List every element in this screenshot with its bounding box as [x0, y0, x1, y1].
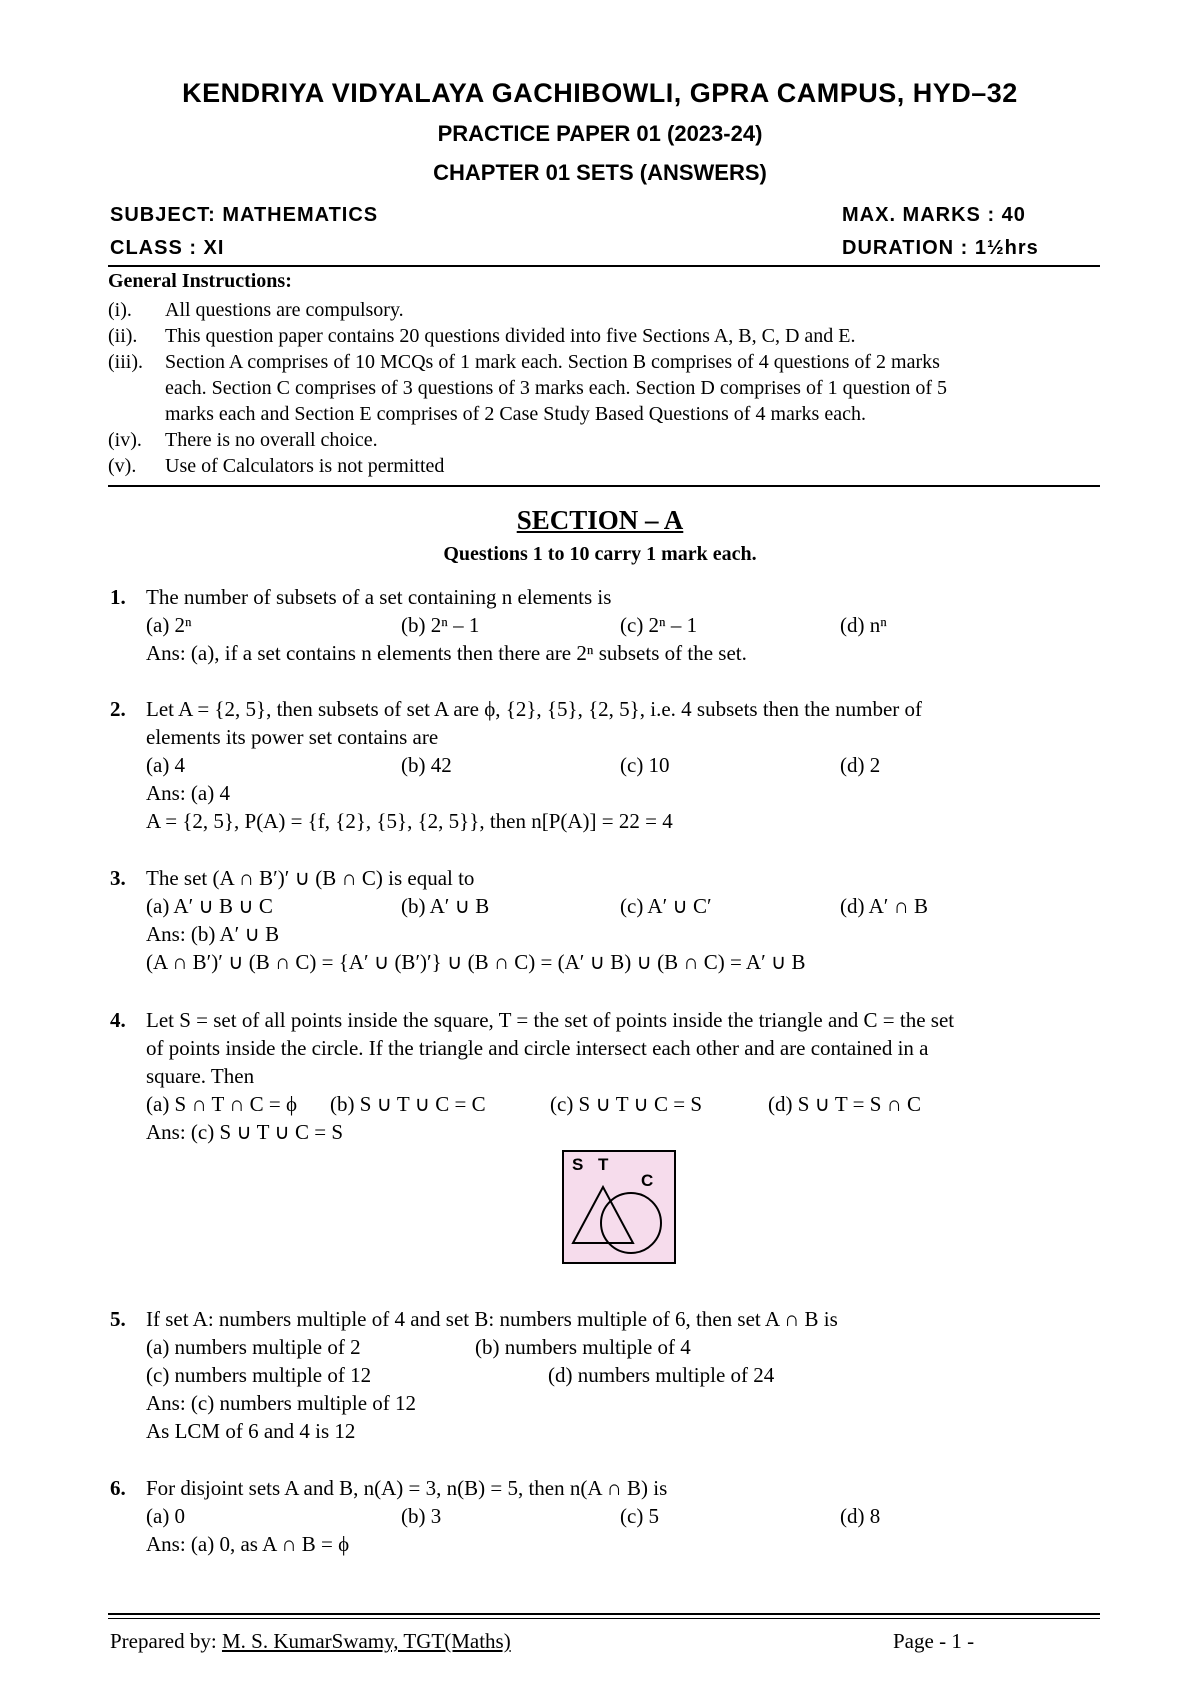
- venn-label-s: S: [572, 1155, 584, 1174]
- instruction-number: (v).: [108, 455, 137, 477]
- class-label: CLASS : XI: [110, 237, 225, 259]
- prepared-label: Prepared by:: [110, 1629, 217, 1653]
- option-c: (c) 2ⁿ – 1: [620, 613, 698, 637]
- option-c: (c) A′ ∪ C′: [620, 894, 712, 918]
- option-c: (c) 5: [620, 1504, 660, 1528]
- chapter-title: CHAPTER 01 SETS (ANSWERS): [433, 160, 767, 185]
- option-a: (a) numbers multiple of 2: [146, 1335, 361, 1359]
- footer-divider-thin: [108, 1618, 1100, 1619]
- instruction-item: [108, 349, 1100, 427]
- question-number: 3.: [110, 866, 126, 890]
- subject-label: SUBJECT: MATHEMATICS: [110, 204, 379, 226]
- answer-explanation: As LCM of 6 and 4 is 12: [146, 1419, 356, 1443]
- question-number: 1.: [110, 585, 126, 609]
- answer-text: Ans: (c) numbers multiple of 12: [146, 1391, 417, 1415]
- instruction-text: each. Section C comprises of 3 questions of 3 marks each. Section D comprises of 1 question of 5: [165, 377, 948, 399]
- question-text: square. Then: [146, 1064, 255, 1088]
- answer-text: Ans: (a), if a set contains n elements then there are 2ⁿ subsets of the set.: [146, 641, 747, 665]
- option-d: (d) A′ ∩ B: [840, 894, 929, 918]
- answer-explanation: A = {2, 5}, P(A) = {f, {2}, {5}, {2, 5}}, then n[P(A)] = 22 = 4: [146, 809, 673, 833]
- venn-label-c: C: [641, 1171, 654, 1190]
- answer-text: Ans: (a) 0, as A ∩ B = ϕ: [146, 1532, 350, 1556]
- max-marks-label: MAX. MARKS : 40: [842, 204, 1026, 226]
- question-text: elements its power set contains are: [146, 725, 439, 749]
- option-b: (b) numbers multiple of 4: [475, 1335, 691, 1359]
- question-number: 4.: [110, 1008, 126, 1032]
- option-d: (d) 2: [840, 753, 881, 777]
- option-c: (c) numbers multiple of 12: [146, 1363, 372, 1387]
- option-a: (a) S ∩ T ∩ C = ϕ: [146, 1092, 298, 1116]
- option-b: (b) S ∪ T ∪ C = C: [330, 1092, 486, 1116]
- instruction-text: All questions are compulsory.: [165, 299, 404, 321]
- question-number: 6.: [110, 1476, 126, 1500]
- question-text: The number of subsets of a set containing n elements is: [146, 585, 612, 609]
- section-subtitle: Questions 1 to 10 carry 1 mark each.: [443, 543, 757, 565]
- option-d: (d) numbers multiple of 24: [548, 1363, 775, 1387]
- option-d: (d) S ∪ T = S ∩ C: [768, 1092, 922, 1116]
- question-number: 5.: [110, 1307, 126, 1331]
- author-name: M. S. KumarSwamy, TGT(Maths): [221, 1629, 511, 1653]
- venn-label-t: T: [598, 1155, 609, 1174]
- paper-title: PRACTICE PAPER 01 (2023-24): [437, 121, 763, 146]
- option-d: (d) 8: [840, 1504, 881, 1528]
- instruction-number: (ii).: [108, 325, 138, 347]
- question-text: For disjoint sets A and B, n(A) = 3, n(B) = 5, then n(A ∩ B) is: [146, 1476, 668, 1500]
- answer-explanation: (A ∩ B′)′ ∪ (B ∩ C) = {A′ ∪ (B′)′} ∪ (B ∩ C) = (A′ ∪ B) ∪ (B ∩ C) = A′ ∪ B: [146, 950, 806, 974]
- duration-label: DURATION : 1½hrs: [842, 237, 1039, 259]
- instruction-text: There is no overall choice.: [165, 429, 378, 451]
- question-number: 2.: [110, 697, 126, 721]
- option-b: (b) 2ⁿ – 1: [401, 613, 480, 637]
- question-text: The set (A ∩ B′)′ ∪ (B ∩ C) is equal to: [146, 866, 475, 890]
- option-a: (a) 2ⁿ: [146, 613, 192, 637]
- instruction-text: marks each and Section E comprises of 2 Case Study Based Questions of 4 marks each.: [165, 403, 866, 425]
- option-a: (a) 0: [146, 1504, 186, 1528]
- answer-text: Ans: (b) A′ ∪ B: [146, 922, 280, 946]
- option-b: (b) 3: [401, 1504, 442, 1528]
- header-divider: [108, 265, 1100, 267]
- prepared-by: [110, 1629, 511, 1654]
- option-a: (a) A′ ∪ B ∪ C: [146, 894, 273, 918]
- option-c: (c) 10: [620, 753, 670, 777]
- instruction-number: (iv).: [108, 429, 142, 451]
- instruction-number: (iii).: [108, 351, 143, 373]
- instructions-divider: [108, 485, 1100, 487]
- question-text: of points inside the circle. If the triangle and circle intersect each other and are contained in a: [146, 1036, 929, 1060]
- option-b: (b) 42: [401, 753, 452, 777]
- answer-text: Ans: (a) 4: [146, 781, 230, 805]
- instruction-text: Section A comprises of 10 MCQs of 1 mark each. Section B comprises of 4 questions of 2 marks: [165, 351, 940, 373]
- option-b: (b) A′ ∪ B: [401, 894, 490, 918]
- footer-divider: [108, 1613, 1100, 1615]
- instruction-text: This question paper contains 20 questions divided into five Sections A, B, C, D and E.: [165, 325, 856, 347]
- school-name: KENDRIYA VIDYALAYA GACHIBOWLI, GPRA CAMPUS, HYD–32: [182, 78, 1018, 108]
- question-text: If set A: numbers multiple of 4 and set B: numbers multiple of 6, then set A ∩ B is: [146, 1307, 838, 1331]
- question-text: Let A = {2, 5}, then subsets of set A are ϕ, {2}, {5}, {2, 5}, i.e. 4 subsets then the number of: [146, 697, 923, 721]
- instructions-title: General Instructions:: [108, 270, 292, 292]
- page-number: Page - 1 -: [893, 1629, 975, 1653]
- option-c: (c) S ∪ T ∪ C = S: [550, 1092, 703, 1116]
- answer-text: Ans: (c) S ∪ T ∪ C = S: [146, 1120, 343, 1144]
- option-a: (a) 4: [146, 753, 186, 777]
- instruction-text: Use of Calculators is not permitted: [165, 455, 445, 477]
- venn-diagram: [562, 1150, 676, 1264]
- option-d: (d) nⁿ: [840, 613, 887, 637]
- instruction-number: (i).: [108, 299, 132, 321]
- question-text: Let S = set of all points inside the square, T = the set of points inside the triangle and C = the set: [146, 1008, 955, 1032]
- section-title: SECTION – A: [516, 505, 684, 535]
